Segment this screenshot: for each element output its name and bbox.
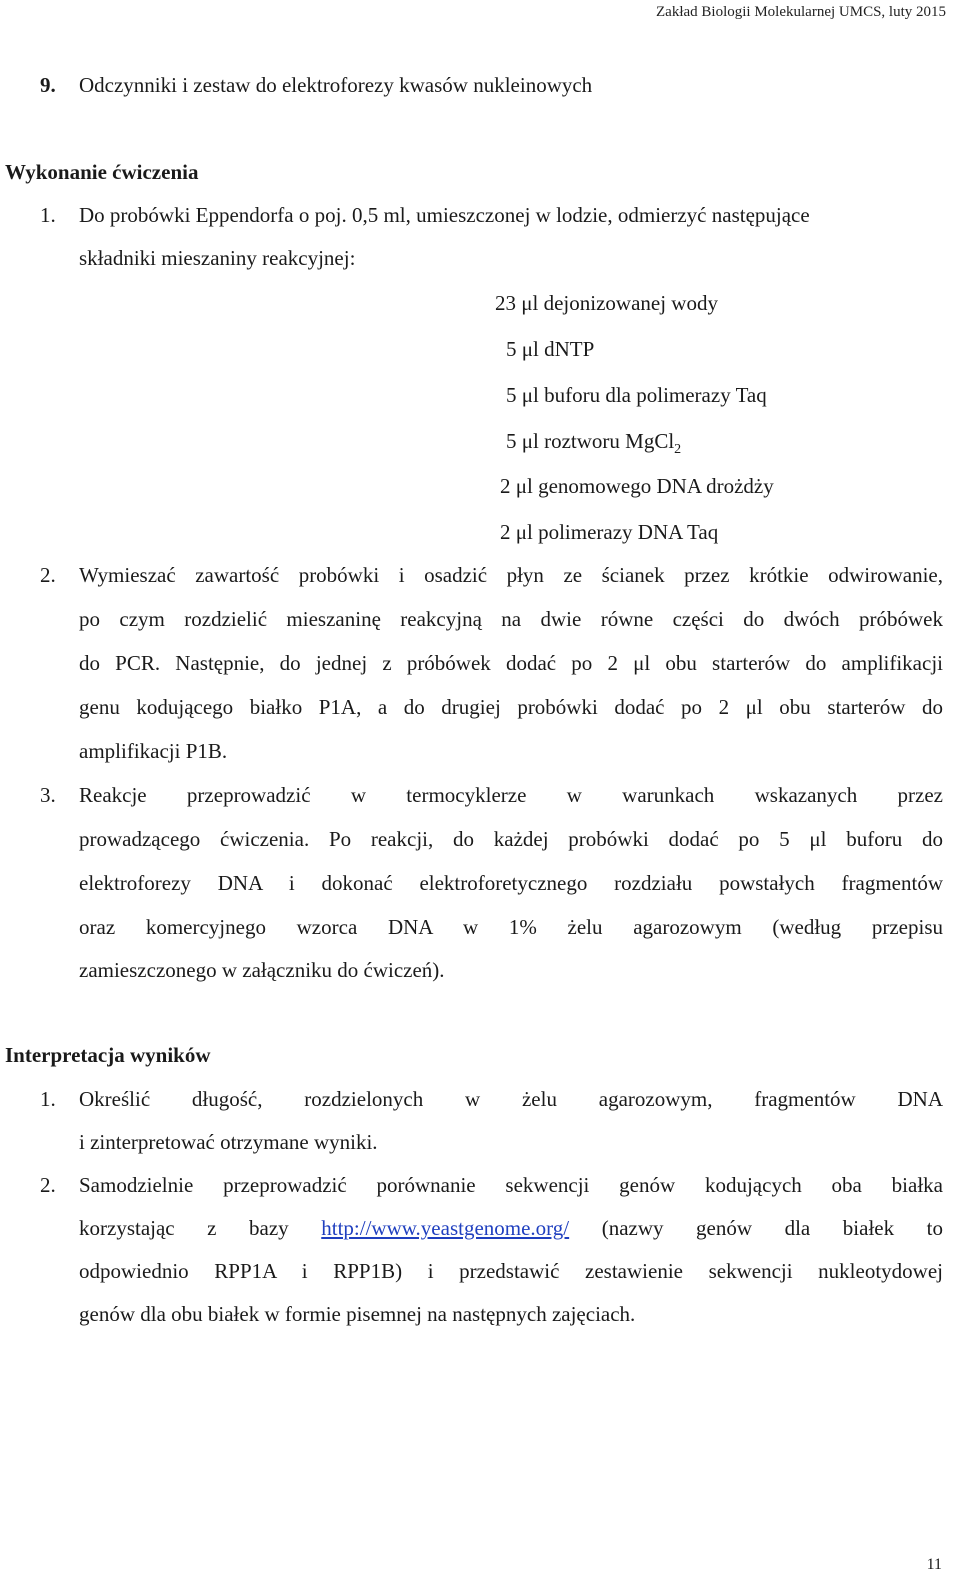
interp2-line — [79, 1216, 943, 1241]
yeastgenome-link[interactable]: http://www.yeastgenome.org/ — [321, 1216, 570, 1240]
ingredient-text: dNTP — [544, 337, 595, 361]
ingredient-item — [506, 383, 767, 408]
step1-line2: składniki mieszaniny reakcyjnej: — [79, 246, 356, 270]
ingredient-amount: 5 μl — [506, 383, 539, 407]
ingredient-text: genomowego DNA drożdży — [538, 474, 774, 498]
step3-line: oraz komercyjnego wzorca DNA w 1% żelu agarozowym (według przepisu — [79, 915, 943, 939]
page-header: Zakład Biologii Molekularnej UMCS, luty 2015 — [656, 4, 946, 20]
section-number: 9. — [40, 73, 56, 97]
step3-line: prowadzącego ćwiczenia. Po reakcji, do każdej probówki dodać po 5 μl buforu do — [79, 827, 943, 851]
step3-line: Reakcje przeprowadzić w termocyklerze w warunkach wskazanych przez — [79, 783, 943, 807]
step2-line: Wymieszać zawartość probówki i osadzić płyn ze ścianek przez krótkie odwirowanie, — [79, 563, 943, 587]
ingredient-item — [500, 520, 718, 545]
ingredient-item — [506, 337, 594, 362]
ingredient-amount: 2 μl — [500, 520, 533, 544]
step3-line: elektroforezy DNA i dokonać elektroforetycznego rozdziału powstałych fragmentów — [79, 871, 943, 895]
ingredient-text: dejonizowanej wody — [543, 291, 718, 315]
page-number: 11 — [926, 1556, 942, 1573]
step2-number: 2. — [40, 563, 56, 587]
interp1-line: i zinterpretować otrzymane wyniki. — [79, 1130, 378, 1154]
interp2-line2-before: korzystając z bazy — [79, 1216, 289, 1240]
step2-line: po czym rozdzielić mieszaninę reakcyjną na dwie równe części do dwóch próbówek — [79, 607, 943, 631]
ingredient-amount: 23 μl — [495, 291, 539, 315]
step2-line: genu kodującego białko P1A, a do drugiej probówki dodać po 2 μl obu starterów do — [79, 695, 943, 719]
ingredient-item — [495, 291, 718, 316]
interp1-line: Określić długość, rozdzielonych w żelu agarozowym, fragmentów DNA — [79, 1087, 943, 1111]
ingredient-item — [500, 474, 774, 499]
interp1-number: 1. — [40, 1087, 56, 1111]
interp2-line: genów dla obu białek w formie pisemnej na następnych zajęciach. — [79, 1302, 636, 1326]
ingredient-subscript: 2 — [674, 442, 682, 458]
ingredient-text: buforu dla polimerazy Taq — [544, 383, 767, 407]
step3-line: zamieszczonego w załączniku do ćwiczeń). — [79, 958, 445, 982]
step2-line: amplifikacji P1B. — [79, 739, 228, 763]
ingredient-text: polimerazy DNA Taq — [538, 520, 719, 544]
interp2-line2-after: (nazwy genów dla białek to — [601, 1216, 944, 1240]
step1-line1: Do probówki Eppendorfa o poj. 0,5 ml, umieszczonej w lodzie, odmierzyć następujące — [79, 203, 810, 227]
section-title: Odczynniki i zestaw do elektroforezy kwasów nukleinowych — [79, 73, 593, 97]
ingredient-amount: 2 μl — [500, 474, 533, 498]
interp2-line: odpowiednio RPP1A i RPP1B) i przedstawić zestawienie sekwencji nukleotydowej — [79, 1259, 943, 1283]
wykonanie-heading: Wykonanie ćwiczenia — [5, 160, 199, 184]
step2-line: do PCR. Następnie, do jednej z próbówek dodać po 2 μl obu starterów do amplifikacji — [79, 651, 943, 675]
ingredient-item — [506, 429, 681, 458]
ingredient-amount: 5 μl — [506, 337, 539, 361]
ingredient-text: roztworu MgCl — [544, 429, 675, 453]
ingredient-amount: 5 μl — [506, 429, 539, 453]
step3-number: 3. — [40, 783, 56, 807]
interp2-line: Samodzielnie przeprowadzić porównanie sekwencji genów kodujących oba białka — [79, 1173, 943, 1197]
step1-number: 1. — [40, 203, 56, 227]
interp2-number: 2. — [40, 1173, 56, 1197]
interpretacja-heading: Interpretacja wyników — [5, 1043, 211, 1067]
